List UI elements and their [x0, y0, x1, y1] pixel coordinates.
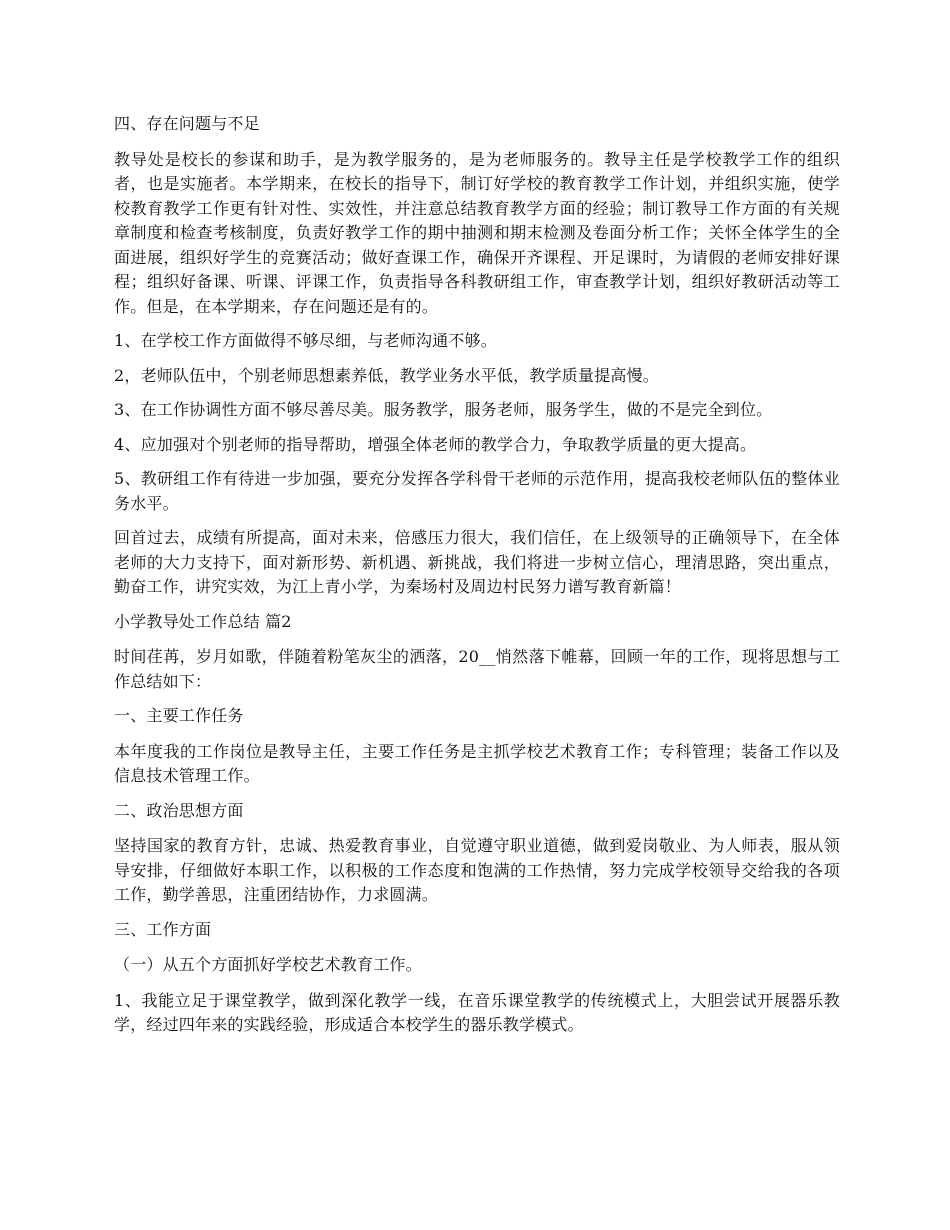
list-item-problem-1: 1、在学校工作方面做得不够尽细，与老师沟通不够。: [114, 331, 497, 350]
paragraph-intro: 时间荏苒，岁月如歌，伴随着粉笔灰尘的洒落，20__悄然落下帷幕，回顾一年的工作，现将思想与工作总结如下：: [114, 647, 840, 691]
subsection-heading-art-education: （一）从五个方面抓好学校艺术教育工作。: [114, 955, 422, 974]
paragraph-main-tasks: 本年度我的工作岗位是教导主任，主要工作任务是主抓学校艺术教育工作；专科管理；装备工作以及信息技术管理工作。: [114, 741, 840, 785]
paragraph-political-thought: 坚持国家的教育方针，忠诚、热爱教育事业，自觉遵守职业道德，做到爱岗敬业、为人师表，服从领导安排，仔细做好本职工作，以积极的工作态度和饱满的工作热情，努力完成学校领导交给我的各项工作，勤学善思，注重团结协作，力求圆满。: [114, 836, 840, 904]
list-item-problem-5: 5、教研组工作有待进一步加强，要充分发挥各学科骨干老师的示范作用，提高我校老师队伍的整体业务水平。: [114, 469, 840, 513]
list-item-problem-2: 2，老师队伍中，个别老师思想素养低，教学业务水平低，教学质量提高慢。: [114, 365, 659, 385]
list-item-problem-4: 4、应加强对个别老师的指导帮助，增强全体老师的教学合力，争取教学质量的更大提高。: [114, 434, 757, 454]
section-heading-work: 三、工作方面: [114, 919, 212, 939]
list-item-art-education-1: 1、我能立足于课堂教学，做到深化教学一线，在音乐课堂教学的传统模式上，大胆尝试开展器乐教学，经过四年来的实践经验，形成适合本校学生的器乐教学模式。: [114, 990, 840, 1034]
document-body: [114, 112, 840, 1048]
section-heading-problems: 四、存在问题与不足: [114, 114, 260, 133]
list-item-problem-3: 3、在工作协调性方面不够尽善尽美。服务教学，服务老师，服务学生，做的不是完全到位。: [114, 400, 773, 419]
section-heading-political-thought: 二、政治思想方面: [114, 800, 244, 820]
section-heading-main-tasks: 一、主要工作任务: [114, 706, 244, 725]
paragraph-teaching-office-role: 教导处是校长的参谋和助手，是为教学服务的，是为老师服务的。教导主任是学校教学工作的组织者，也是实施者。本学期来，在校长的指导下，制订好学校的教育教学工作计划，并组织实施，使学校教育教学工作更有针对性、实效性，并注意总结教育教学方面的经验；制订教导工作方面的有关规章制度和检查考核制度，负责好教学工作的期中抽测和期末检测及卷面分析工作；关怀全体学生的全面进展，组织好学生的竞赛活动；做好查课工作，确保开齐课程、开足课时，为请假的老师安排好课程；组织好备课、听课、评课工作，负责指导各科教研组工作，审查教学计划，组织好教研活动等工作。但是，在本学期来，存在问题还是有的。: [114, 149, 840, 316]
paragraph-conclusion: 回首过去，成绩有所提高，面对未来，倍感压力很大，我们信任，在上级领导的正确领导下，在全体老师的大力支持下，面对新形势、新机遇、新挑战，我们将进一步树立信心，理清思路，突出重点，勤奋工作，讲究实效，为江上青小学，为秦场村及周边村民努力谱写教育新篇！: [114, 528, 840, 596]
article-title-part-2: 小学教导处工作总结 篇2: [114, 611, 292, 631]
